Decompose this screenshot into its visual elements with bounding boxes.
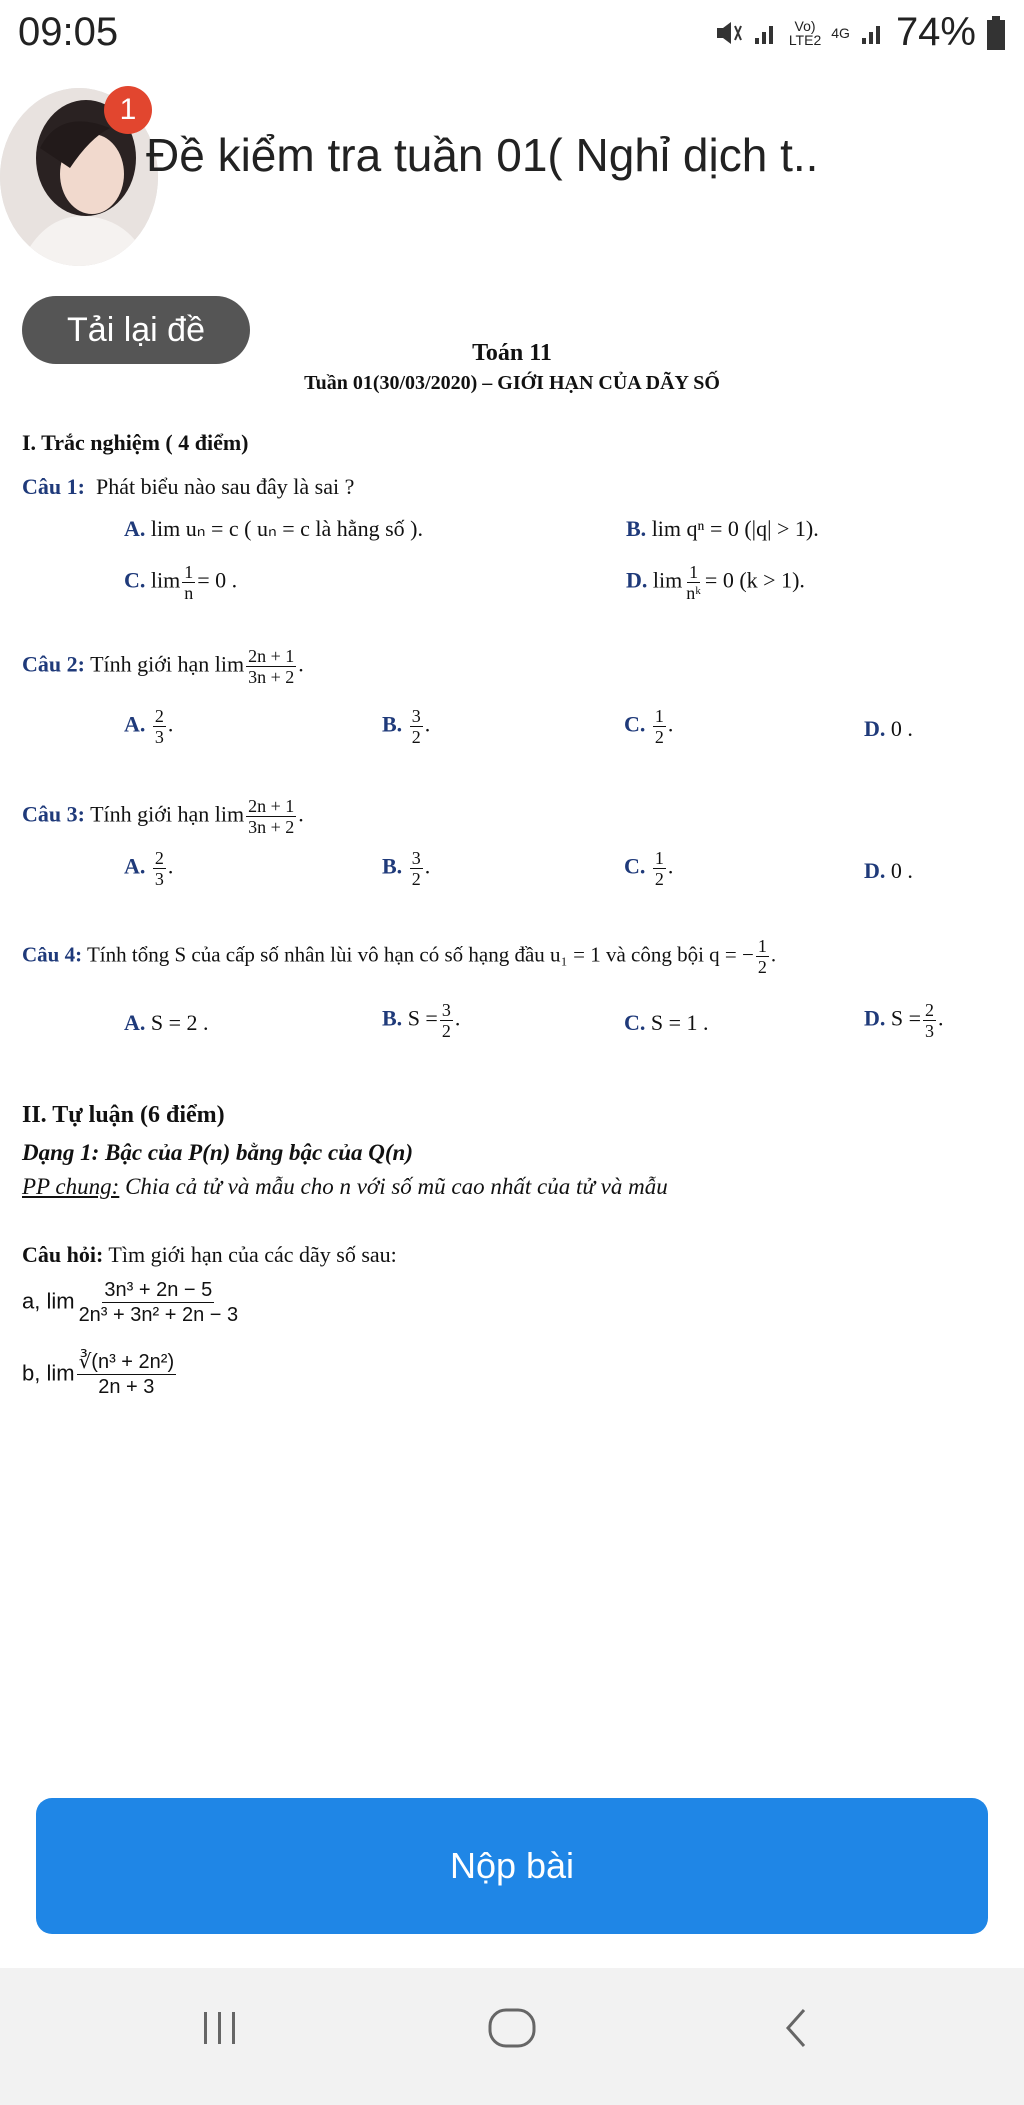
general-method: PP chung: Chia cả tử và mẫu cho n với số mũ cao nhất của tử và mẫu — [22, 1174, 668, 1199]
q3-option-c[interactable]: C. $\frac{1}{2}$ . — [624, 848, 674, 889]
signal-icon-2 — [860, 20, 886, 46]
back-icon[interactable] — [776, 2004, 816, 2057]
q3-option-b[interactable]: B. $\frac{3}{2}$ . — [382, 848, 431, 889]
notification-badge: 1 — [104, 86, 152, 134]
q3-option-a[interactable]: A. $\frac{2}{3}$ . — [124, 848, 174, 889]
q1-option-c[interactable]: C. lim $\frac{1}{n}$ = 0 . — [124, 562, 238, 603]
q2-option-a[interactable]: A. $\frac{2}{3}$ . — [124, 706, 174, 747]
q2-option-d[interactable]: D. 0 . — [864, 716, 913, 741]
home-icon[interactable] — [486, 2004, 538, 2057]
network-indicator: 4G — [831, 24, 850, 41]
q2-option-c[interactable]: C. $\frac{1}{2}$ . — [624, 706, 674, 747]
exercise-a: a, lim $\frac{\text{3n³ + 2n − 5}}{\text{2n³ + 3n² + 2n − 3}}$ — [22, 1279, 239, 1326]
section-2-heading: II. Tự luận (6 điểm) — [22, 1102, 225, 1128]
battery-icon — [986, 16, 1006, 50]
section-1-heading: I. Trắc nghiệm ( 4 điểm) — [22, 430, 249, 455]
q1-option-b[interactable]: B. lim qⁿ = 0 (|q| > 1). — [626, 516, 819, 541]
submit-button[interactable]: Nộp bài — [36, 1798, 988, 1934]
question-4: Câu 4: Tính tổng S của cấp số nhân lùi vô hạn có số hạng đầu u₁ = 1 và công bội q = − $\frac{1}{2}$ . — [22, 936, 777, 977]
q3-option-d[interactable]: D. 0 . — [864, 858, 913, 883]
status-time: 09:05 — [18, 10, 119, 54]
q2-option-b[interactable]: B. $\frac{3}{2}$ . — [382, 706, 431, 747]
recent-apps-icon[interactable] — [200, 2004, 240, 2057]
q1-option-d[interactable]: D. lim $\frac{1}{\text{nᵏ}}$ = 0 (k > 1). — [626, 562, 805, 603]
dang-1-heading: Dạng 1: Bậc của P(n) bằng bậc của Q(n) — [22, 1140, 413, 1165]
exercise-b: b, lim $\frac{\text{∛(n³ + 2n²)}}{2n + 3}$ — [22, 1351, 175, 1398]
question-prompt: Câu hỏi: Tìm giới hạn của các dãy số sau: — [22, 1242, 397, 1267]
mute-icon — [713, 18, 743, 48]
status-bar-right — [713, 10, 1006, 55]
question-1: Câu 1: Phát biểu nào sau đây là sai ? — [22, 474, 355, 499]
q4-option-d[interactable]: D. S = $\frac{2}{3}$ . — [864, 1000, 944, 1041]
doc-subject: Toán 11 — [472, 340, 552, 366]
page-title: Đề kiểm tra tuần 01( Nghỉ dịch t.. — [146, 129, 819, 181]
android-nav-bar — [0, 1968, 1024, 2105]
battery-percent: 74% — [895, 10, 976, 54]
q1-option-a[interactable]: A. lim uₙ = c ( uₙ = c là hằng số ). — [124, 516, 423, 541]
signal-icon — [753, 20, 779, 46]
doc-week-title: Tuần 01(30/03/2020) – GIỚI HẠN CỦA DÃY SỐ — [304, 372, 720, 394]
volte-indicator: Vo) LTE2 — [788, 17, 822, 48]
q4-option-c[interactable]: C. S = 1 . — [624, 1010, 709, 1035]
q4-option-b[interactable]: B. S = $\frac{3}{2}$ . — [382, 1000, 461, 1041]
question-3: Câu 3: Tính giới hạn lim $\frac{2n + 1}{3n + 2}$ . — [22, 796, 304, 837]
q4-option-a[interactable]: A. S = 2 . — [124, 1010, 209, 1035]
question-2: Câu 2: Tính giới hạn lim $\frac{2n + 1}{3n + 2}$ . — [22, 646, 304, 687]
reload-exam-button[interactable]: Tải lại đề — [22, 296, 250, 364]
